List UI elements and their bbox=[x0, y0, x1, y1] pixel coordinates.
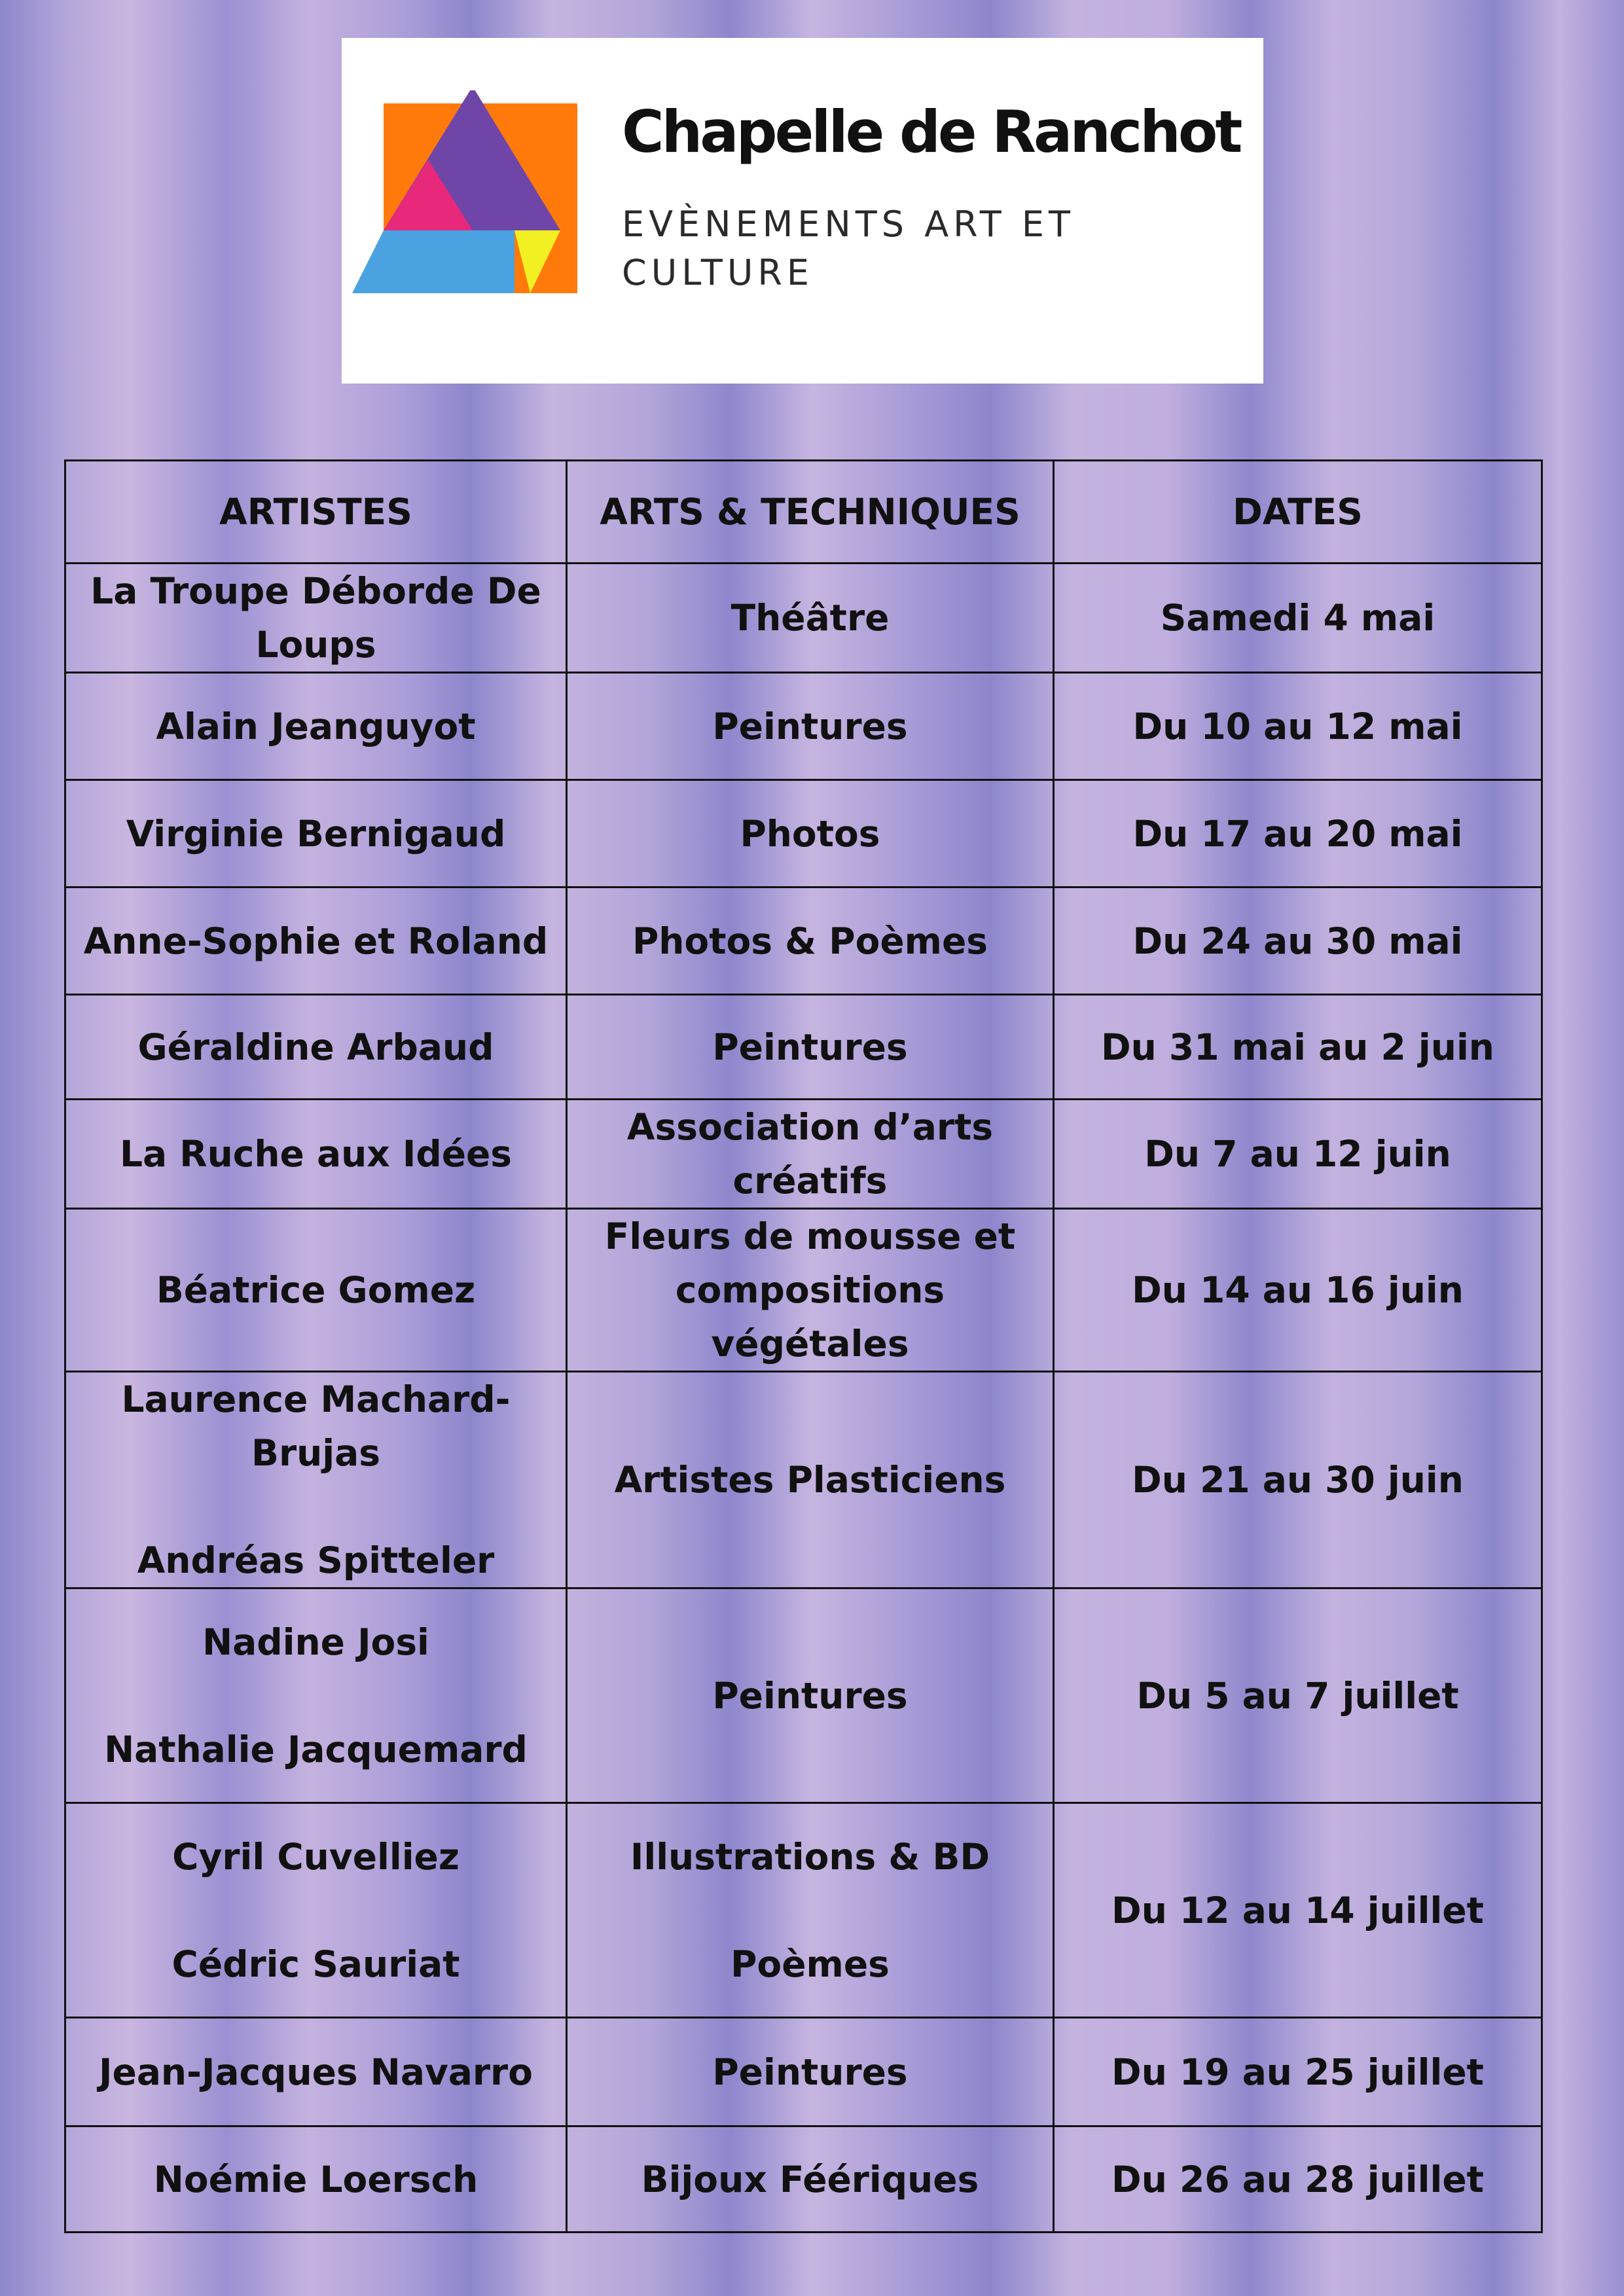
event-dates: Du 12 au 14 juillet bbox=[1111, 1889, 1484, 1931]
arts-cell bbox=[567, 2126, 1054, 2233]
artist-cell bbox=[65, 888, 567, 995]
arts-technique: Peintures bbox=[712, 705, 908, 747]
dates-cell bbox=[1054, 1209, 1542, 1372]
table-row bbox=[65, 1588, 1542, 1803]
dates-cell bbox=[1054, 2018, 1542, 2126]
arts-technique: Théâtre bbox=[731, 597, 890, 639]
artist-name: Nathalie Jacquemard bbox=[104, 1728, 528, 1770]
arts-technique: Peintures bbox=[712, 2051, 908, 2093]
header-arts-techniques: ARTS & TECHNIQUES bbox=[567, 461, 1054, 564]
arts-technique: Peintures bbox=[712, 1674, 908, 1717]
artist-cell bbox=[65, 564, 567, 673]
dates-cell bbox=[1054, 888, 1542, 995]
table-row bbox=[65, 1209, 1542, 1372]
artist-name: Anne-Sophie et Roland bbox=[83, 920, 549, 962]
artist-name: Béatrice Gomez bbox=[156, 1269, 476, 1311]
arts-technique: Bijoux Féériques bbox=[641, 2158, 979, 2200]
arts-cell bbox=[567, 995, 1054, 1100]
artist-name: Géraldine Arbaud bbox=[137, 1026, 494, 1068]
dates-cell bbox=[1054, 995, 1542, 1100]
arts-technique: Association d’arts créatifs bbox=[626, 1106, 994, 1202]
line-spacer bbox=[71, 1480, 560, 1534]
logo-title: Chapelle de Ranchot bbox=[622, 98, 1240, 166]
artist-name: Andréas Spitteler bbox=[137, 1539, 495, 1581]
table-row bbox=[65, 673, 1542, 780]
artist-name: Cyril Cuvelliez bbox=[172, 1835, 460, 1878]
arts-technique: Photos bbox=[740, 812, 880, 855]
arts-cell bbox=[567, 888, 1054, 995]
arts-technique: Photos & Poèmes bbox=[632, 920, 988, 962]
arts-technique: Fleurs de mousse et compositions végétales bbox=[604, 1215, 1016, 1365]
table-row bbox=[65, 2018, 1542, 2126]
artist-name: Jean-Jacques Navarro bbox=[99, 2051, 533, 2093]
arts-technique: Poèmes bbox=[731, 1943, 890, 1985]
artist-cell bbox=[65, 2126, 567, 2233]
arts-cell bbox=[567, 1100, 1054, 1209]
artist-cell bbox=[65, 780, 567, 888]
dates-cell bbox=[1054, 673, 1542, 780]
events-table bbox=[64, 459, 1543, 2233]
arts-cell bbox=[567, 780, 1054, 888]
artist-name: La Ruche aux Idées bbox=[119, 1133, 513, 1175]
event-dates: Du 31 mai au 2 juin bbox=[1101, 1026, 1494, 1068]
table-row bbox=[65, 1372, 1542, 1588]
artist-cell bbox=[65, 673, 567, 780]
table-header-row bbox=[65, 461, 1542, 564]
artist-name: Noémie Loersch bbox=[153, 2158, 478, 2200]
dates-cell bbox=[1054, 1372, 1542, 1588]
header-artists: ARTISTES bbox=[65, 461, 567, 564]
artist-name: Alain Jeanguyot bbox=[156, 705, 476, 747]
line-spacer bbox=[71, 1884, 560, 1937]
event-dates: Du 17 au 20 mai bbox=[1132, 812, 1463, 855]
logo-subtitle: EVÈNEMENTS ART ET CULTURE bbox=[622, 204, 1075, 293]
artist-name: Virginie Bernigaud bbox=[126, 812, 506, 855]
table-row bbox=[65, 888, 1542, 995]
logo-banner bbox=[342, 38, 1263, 384]
event-dates: Du 19 au 25 juillet bbox=[1111, 2051, 1484, 2093]
arts-cell bbox=[567, 1588, 1054, 1803]
table-row bbox=[65, 2126, 1542, 2233]
line-spacer bbox=[573, 1884, 1047, 1937]
event-dates: Du 5 au 7 juillet bbox=[1136, 1674, 1459, 1717]
triangle-logo-icon bbox=[352, 90, 588, 293]
artist-name: Cédric Sauriat bbox=[171, 1943, 460, 1985]
dates-cell bbox=[1054, 564, 1542, 673]
event-dates: Samedi 4 mai bbox=[1160, 597, 1435, 639]
table-row bbox=[65, 1100, 1542, 1209]
artist-cell bbox=[65, 1209, 567, 1372]
table-row bbox=[65, 780, 1542, 888]
dates-cell bbox=[1054, 2126, 1542, 2233]
arts-technique: Artistes Plasticiens bbox=[614, 1459, 1006, 1501]
artist-cell bbox=[65, 995, 567, 1100]
arts-cell bbox=[567, 1803, 1054, 2018]
dates-cell bbox=[1054, 1803, 1542, 2018]
event-dates: Du 7 au 12 juin bbox=[1144, 1133, 1451, 1175]
arts-technique: Peintures bbox=[712, 1026, 908, 1068]
dates-cell bbox=[1054, 780, 1542, 888]
event-dates: Du 24 au 30 mai bbox=[1132, 920, 1463, 962]
event-dates: Du 21 au 30 juin bbox=[1132, 1459, 1464, 1501]
arts-cell bbox=[567, 1372, 1054, 1588]
arts-cell bbox=[567, 2018, 1054, 2126]
artist-name: Laurence Machard-Brujas bbox=[121, 1378, 511, 1474]
line-spacer bbox=[71, 1669, 560, 1723]
artist-cell bbox=[65, 1588, 567, 1803]
artist-cell bbox=[65, 1100, 567, 1209]
table-row bbox=[65, 995, 1542, 1100]
table-row bbox=[65, 564, 1542, 673]
event-dates: Du 26 au 28 juillet bbox=[1111, 2158, 1484, 2200]
arts-cell bbox=[567, 673, 1054, 780]
dates-cell bbox=[1054, 1100, 1542, 1209]
artist-name: La Troupe Déborde De Loups bbox=[90, 570, 541, 666]
arts-cell bbox=[567, 1209, 1054, 1372]
event-dates: Du 14 au 16 juin bbox=[1132, 1269, 1464, 1311]
header-dates: DATES bbox=[1054, 461, 1542, 564]
arts-cell bbox=[567, 564, 1054, 673]
table-row bbox=[65, 1803, 1542, 2018]
artist-cell bbox=[65, 2018, 567, 2126]
artist-name: Nadine Josi bbox=[202, 1621, 429, 1663]
arts-technique: Illustrations & BD bbox=[630, 1835, 990, 1878]
artist-cell bbox=[65, 1803, 567, 2018]
artist-cell bbox=[65, 1372, 567, 1588]
event-dates: Du 10 au 12 mai bbox=[1132, 705, 1463, 747]
dates-cell bbox=[1054, 1588, 1542, 1803]
